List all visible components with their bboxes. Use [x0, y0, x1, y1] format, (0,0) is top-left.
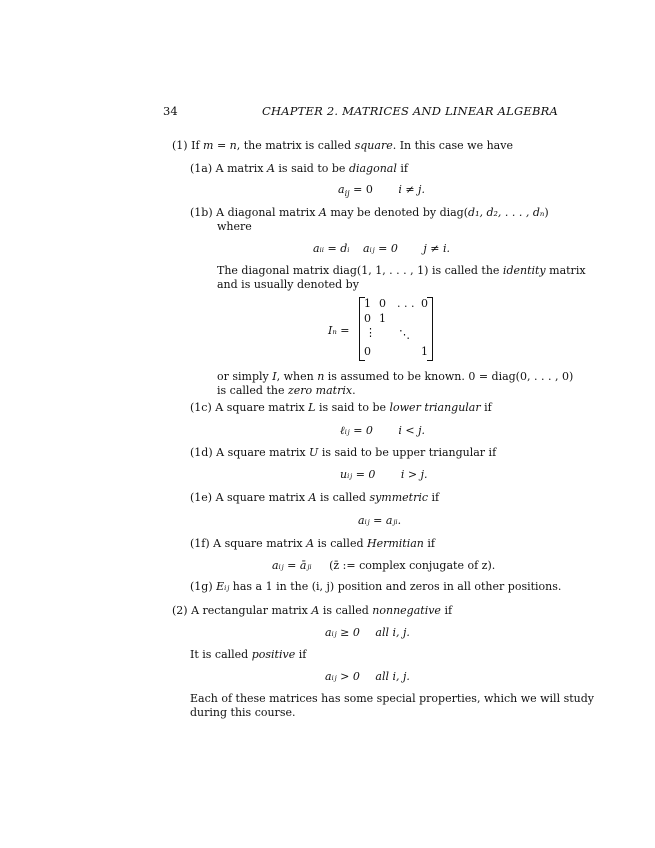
item-1: (1) If m = n, the matrix is called square. In this case we have — [172, 139, 513, 152]
item-number: (1a) — [190, 162, 213, 175]
identity-paragraph-2: and is usually denoted by — [217, 278, 359, 291]
equation: $a_{ij} = 0$ i ≠ j. — [338, 183, 425, 199]
zero-matrix-paragraph: or simply I, when n is assumed to be known. 0 = diag(0, . . . , 0) — [217, 370, 574, 383]
matrix-cell: ⋱ — [399, 328, 410, 341]
item-1d: (1d) A square matrix U is said to be upper triangular if — [190, 446, 497, 459]
equation: aᵢⱼ ≥ 0 all i, j. — [325, 626, 410, 639]
item-1f: (1f) A square matrix A is called Hermitian if — [190, 537, 435, 550]
term: Hermitian — [367, 537, 424, 550]
math-condition: m = n — [203, 139, 237, 152]
matrix-cell: 1 — [421, 345, 428, 358]
matrix-cell: 0 — [364, 345, 371, 358]
equation: uᵢⱼ = 0 i > j. — [340, 468, 428, 481]
equation: ℓᵢⱼ = 0 i < j. — [340, 424, 426, 437]
positive-line: It is called positive if — [190, 648, 307, 661]
item-number: (1e) — [190, 491, 213, 504]
item-1b-where: where — [217, 220, 252, 233]
term: nonnegative — [372, 604, 441, 617]
matrix-lhs: Iₙ = — [328, 324, 350, 337]
term: square — [354, 139, 393, 152]
term: identity — [502, 264, 546, 277]
running-header: CHAPTER 2. MATRICES AND LINEAR ALGEBRA — [262, 104, 558, 118]
equation: aᵢⱼ = aⱼᵢ. — [358, 514, 402, 527]
matrix-cell: ⋮ — [365, 326, 376, 339]
item-1c: (1c) A square matrix L is said to be lower triangular if — [190, 401, 492, 414]
zero-matrix-paragraph-2: is called the zero matrix. — [217, 384, 356, 397]
closing-paragraph-2: during this course. — [190, 706, 296, 719]
term: zero matrix — [287, 384, 353, 397]
item-number: (2) — [172, 604, 188, 617]
equation: aᵢᵢ = dᵢ aᵢⱼ = 0 j ≠ i. — [313, 242, 450, 255]
matrix-cell: 1 — [364, 297, 371, 310]
item-1a: (1a) A matrix A is said to be diagonal if — [190, 162, 408, 175]
identity-paragraph: The diagonal matrix diag(1, 1, . . . , 1) is called the identity matrix — [217, 264, 586, 277]
item-1e: (1e) A square matrix A is called symmetric if — [190, 491, 440, 504]
matrix-cell: 0 — [379, 297, 386, 310]
equation: aᵢⱼ > 0 all i, j. — [325, 670, 410, 683]
item-number: (1g) — [190, 580, 213, 593]
item-number: (1d) — [190, 446, 213, 459]
term: lower triangular — [389, 401, 481, 414]
item-number: (1c) — [190, 401, 212, 414]
page-number: 34 — [163, 104, 178, 118]
item-number: (1) — [172, 139, 188, 152]
item-1g: (1g) Eᵢⱼ has a 1 in the (i, j) position and zeros in all other positions. — [190, 580, 562, 593]
term: symmetric — [369, 491, 429, 504]
item-2: (2) A rectangular matrix A is called nonnegative if — [172, 604, 453, 617]
matrix-cell: 0 — [364, 312, 371, 325]
item-number: (1b) — [190, 206, 213, 219]
item-1b: (1b) A diagonal matrix A may be denoted by diag(d₁, d₂, . . . , dₙ) — [190, 206, 549, 219]
matrix-cell: 1 — [379, 312, 386, 325]
matrix-cell: 0 — [421, 297, 428, 310]
closing-paragraph: Each of these matrices has some special properties, which we will study — [190, 692, 594, 705]
term: positive — [251, 648, 296, 661]
equation: aᵢⱼ = āⱼᵢ (z̄ := complex conjugate of z). — [272, 559, 496, 572]
matrix-cell: . . . — [397, 297, 415, 310]
term: diagonal — [348, 162, 397, 175]
item-number: (1f) — [190, 537, 210, 550]
identity-matrix — [359, 297, 433, 361]
